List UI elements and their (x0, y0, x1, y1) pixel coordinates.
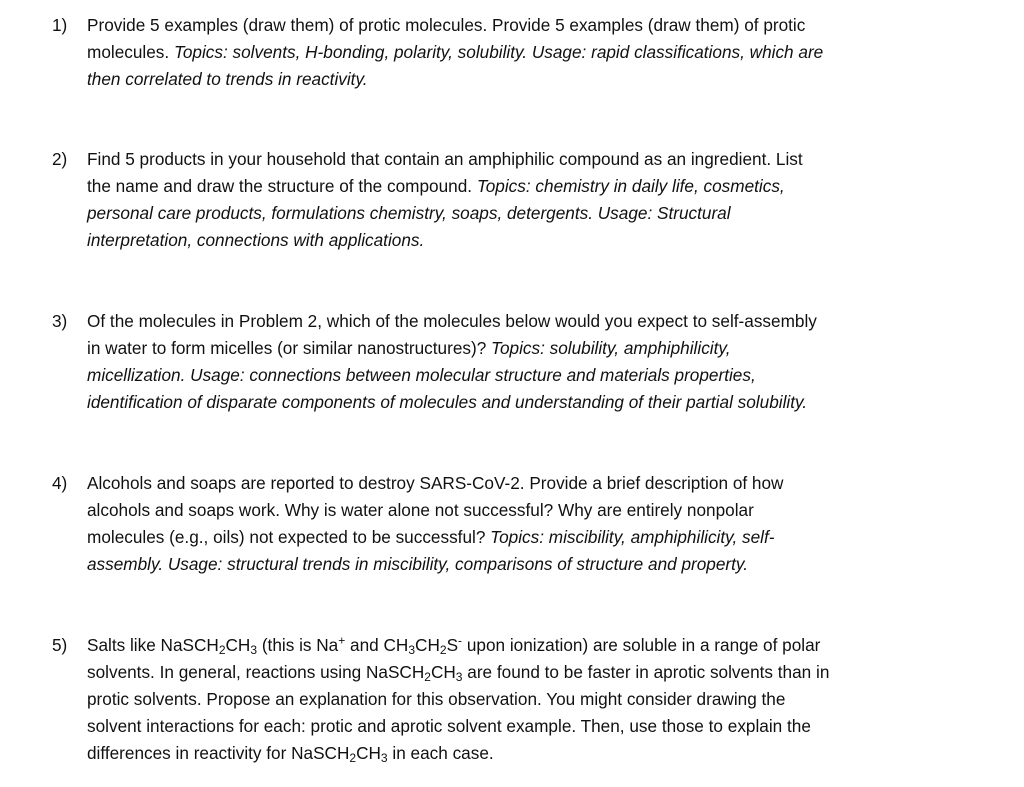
subscript: 2 (424, 670, 431, 684)
question-line (87, 146, 987, 173)
question-line (87, 470, 987, 497)
question-segment: Alcohols and soaps are reported to destroy SARS-CoV-2. Provide a brief description of how (87, 473, 784, 493)
question-segment: CH (356, 743, 381, 763)
question-line (87, 497, 987, 524)
question-segment: and CH (345, 635, 409, 655)
question-line (87, 632, 987, 659)
question-line (87, 173, 987, 200)
question-line (87, 740, 987, 767)
question-segment: CH (225, 635, 251, 655)
question-text (87, 470, 987, 578)
question-number: 1) (52, 15, 68, 35)
question-line (87, 200, 987, 227)
topic-usage-text: Topics: solubility, amphiphilicity, (491, 338, 731, 358)
topic-usage-text: Topics: chemistry in daily life, cosmetics, (476, 176, 785, 196)
question-line (87, 12, 987, 39)
question-segment: S (446, 635, 459, 655)
question-line (87, 308, 987, 335)
question-line (87, 39, 987, 66)
question-text (87, 12, 987, 93)
subscript: 2 (439, 643, 447, 657)
question-segment: are found to be faster in aprotic solvents than in (462, 662, 830, 682)
question-line (87, 659, 987, 686)
topic-usage-text: Topics: miscibility, amphiphilicity, self- (490, 527, 775, 547)
question-segment: (this is Na (257, 635, 339, 655)
subscript: 2 (349, 751, 357, 765)
question-segment: molecules (e.g., oils) not expected to be successful? (87, 527, 491, 547)
topic-usage-text: then correlated to trends in reactivity. (87, 69, 368, 89)
question-segment: alcohols and soaps work. Why is water alone not successful? Why are entirely nonpolar (87, 500, 754, 520)
question-segment: in each case. (387, 743, 494, 763)
topic-usage-text: assembly. Usage: structural trends in miscibility, comparisons of structure and property. (87, 554, 749, 574)
topic-usage-text: interpretation, connections with applications. (87, 230, 425, 250)
question-segment: upon ionization) are soluble in a range of polar (462, 635, 821, 655)
question-segment: molecules. (87, 42, 174, 62)
question-segment: CH (415, 635, 440, 655)
topic-usage-text: micellization. Usage: connections between molecular structure and materials properties, (87, 365, 756, 385)
subscript: 3 (380, 751, 388, 765)
topic-usage-text: personal care products, formulations chemistry, soaps, detergents. Usage: Structural (87, 203, 731, 223)
subscript: 3 (455, 670, 463, 684)
question-segment: the name and draw the structure of the compound. (87, 176, 477, 196)
topic-usage-text: identification of disparate components of molecules and understanding of their partial solubility. (87, 392, 808, 412)
question-segment: Find 5 products in your household that contain an amphiphilic compound as an ingredient. List (87, 149, 803, 169)
question-line (87, 227, 987, 254)
question-text (87, 308, 987, 416)
subscript: 3 (408, 643, 416, 657)
topic-usage-text: Topics: solvents, H-bonding, polarity, solubility. Usage: rapid classifications, which are (173, 42, 824, 62)
question-segment: in water to form micelles (or similar nanostructures)? (87, 338, 492, 358)
question-line (87, 713, 987, 740)
superscript: - (458, 633, 463, 648)
question-text (87, 632, 987, 767)
question-segment: protic solvents. Propose an explanation for this observation. You might consider drawing the (87, 689, 786, 709)
question-number: 4) (52, 473, 68, 493)
subscript: 3 (250, 643, 258, 657)
question-segment: CH (430, 662, 456, 682)
question-text (87, 146, 987, 254)
question-line (87, 389, 987, 416)
question-line (87, 551, 987, 578)
subscript: 2 (218, 643, 226, 657)
question-number: 2) (52, 149, 68, 169)
question-segment: Provide 5 examples (draw them) of protic molecules. Provide 5 examples (draw them) of protic (87, 15, 806, 35)
question-line (87, 524, 987, 551)
question-segment: Of the molecules in Problem 2, which of the molecules below would you expect to self-assembly (87, 311, 817, 331)
question-line (87, 362, 987, 389)
question-segment: solvent interactions for each: protic and aprotic solvent example. Then, use those to explain the (87, 716, 811, 736)
question-segment: differences in reactivity for NaSCH (87, 743, 350, 763)
question-line (87, 66, 987, 93)
question-line (87, 686, 987, 713)
question-line (87, 335, 987, 362)
question-segment: Salts like NaSCH (87, 635, 219, 655)
question-number: 3) (52, 311, 68, 331)
question-segment: solvents. In general, reactions using NaSCH (87, 662, 425, 682)
question-number: 5) (52, 635, 68, 655)
superscript: + (338, 633, 346, 648)
